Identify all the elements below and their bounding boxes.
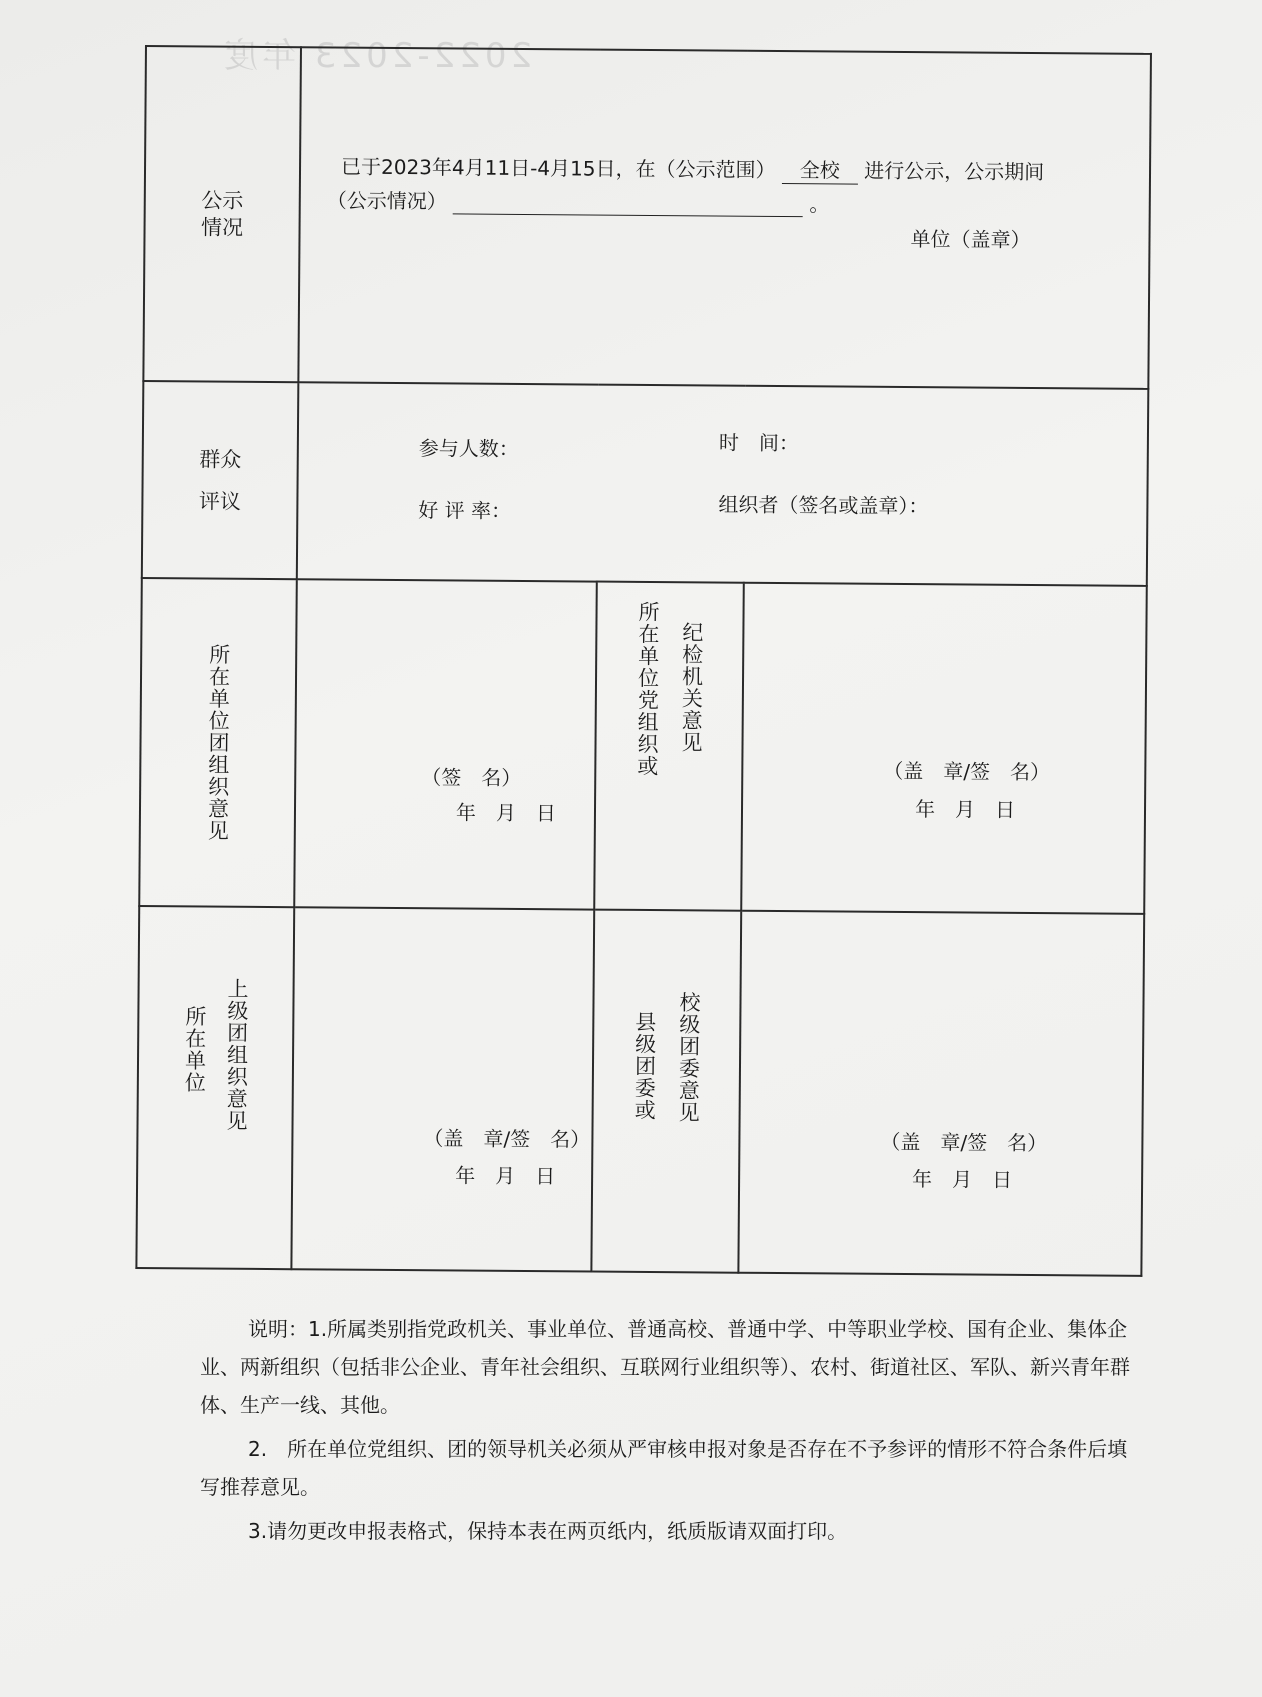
publicity-content-cell xyxy=(298,47,1151,389)
publicity-label: 公示 情况 xyxy=(200,188,244,240)
publicity-line2 xyxy=(327,184,830,217)
party-org-sign: （盖 章/签 名） xyxy=(883,758,1051,785)
publicity-situation-label: （公示情况） xyxy=(326,188,447,214)
unit-league-label: 所在单位团组织意见 xyxy=(205,643,231,842)
upper-league-label-col2: 上级团组织意见 xyxy=(223,977,250,1132)
upper-league-sign: （盖 章/签 名） xyxy=(423,1125,591,1152)
upper-league-opinion-cell xyxy=(291,907,594,1271)
publicity-period-end: 。 xyxy=(809,192,830,217)
note-1: 说明：1.所属类别指党政机关、事业单位、普通高校、普通中学、中等职业学校、国有企业、集体企业、两新组织（包括非公企业、青年社会组织、互联网行业组织等）、农村、街道社区、军队、新兴青年群体、生产一线、其他。 xyxy=(200,1317,1130,1417)
review-time-label: 时 间： xyxy=(718,430,799,456)
approval-rate-label: 好 评 率： xyxy=(418,498,512,523)
unit-seal-label: 单位（盖章） xyxy=(910,227,1031,252)
publicity-line1 xyxy=(341,151,1044,187)
upper-league-label-cell xyxy=(136,906,294,1269)
publicity-period-suffix: 进行公示，公示期间 xyxy=(864,158,1045,185)
publicity-scope-value: 全校 xyxy=(782,154,858,185)
upper-league-label-col1: 所在单位 xyxy=(182,1005,207,1094)
participants-label: 参与人数： xyxy=(418,436,519,461)
publicity-row xyxy=(143,46,1151,389)
bleed-through-text: 2022-2023 年度 xyxy=(220,36,533,76)
party-org-opinion-cell xyxy=(741,583,1147,914)
upper-league-date: 年 月 日 xyxy=(455,1162,556,1188)
opinion-row-1 xyxy=(139,578,1147,914)
application-form-table xyxy=(135,45,1152,1277)
mass-review-content-cell xyxy=(297,382,1149,586)
note-3: 3.请勿更改申报表格式，保持本表在两页纸内，纸质版请双面打印。 xyxy=(248,1519,848,1543)
county-league-label-col2: 校级团委意见 xyxy=(676,991,702,1124)
mass-review-label-cell xyxy=(142,381,299,579)
mass-review-label: 群众 评议 xyxy=(198,446,242,514)
unit-league-sign: （签 名） xyxy=(421,765,522,790)
unit-league-label-cell xyxy=(139,578,297,907)
unit-league-opinion-cell xyxy=(294,579,597,909)
party-org-label-cell xyxy=(594,582,744,911)
publicity-period-text: 已于2023年4月11日-4月15日，在（公示范围） xyxy=(340,154,776,182)
county-league-date: 年 月 日 xyxy=(912,1166,1013,1192)
county-league-label-col1: 县级团委或 xyxy=(632,1010,657,1122)
mass-review-row xyxy=(142,381,1149,586)
notes-section xyxy=(200,1310,1130,1550)
party-org-label-col2: 纪检机关意见 xyxy=(678,621,704,754)
opinion-row-2 xyxy=(136,906,1144,1276)
publicity-situation-blank xyxy=(453,193,803,217)
county-league-sign: （盖 章/签 名） xyxy=(880,1129,1048,1155)
organizer-label: 组织者（签名或盖章）： xyxy=(718,492,929,519)
publicity-label-cell xyxy=(143,46,301,382)
county-league-opinion-cell xyxy=(738,911,1144,1276)
party-org-label-col1: 所在单位党组织或 xyxy=(634,600,661,778)
note-2: 2. 所在单位党组织、团的领导机关必须从严审核申报对象是否存在不予参评的情形不符合条件后填写推荐意见。 xyxy=(200,1437,1128,1499)
county-league-label-cell xyxy=(591,910,741,1273)
party-org-date: 年 月 日 xyxy=(914,797,1016,822)
unit-league-date: 年 月 日 xyxy=(455,800,557,826)
